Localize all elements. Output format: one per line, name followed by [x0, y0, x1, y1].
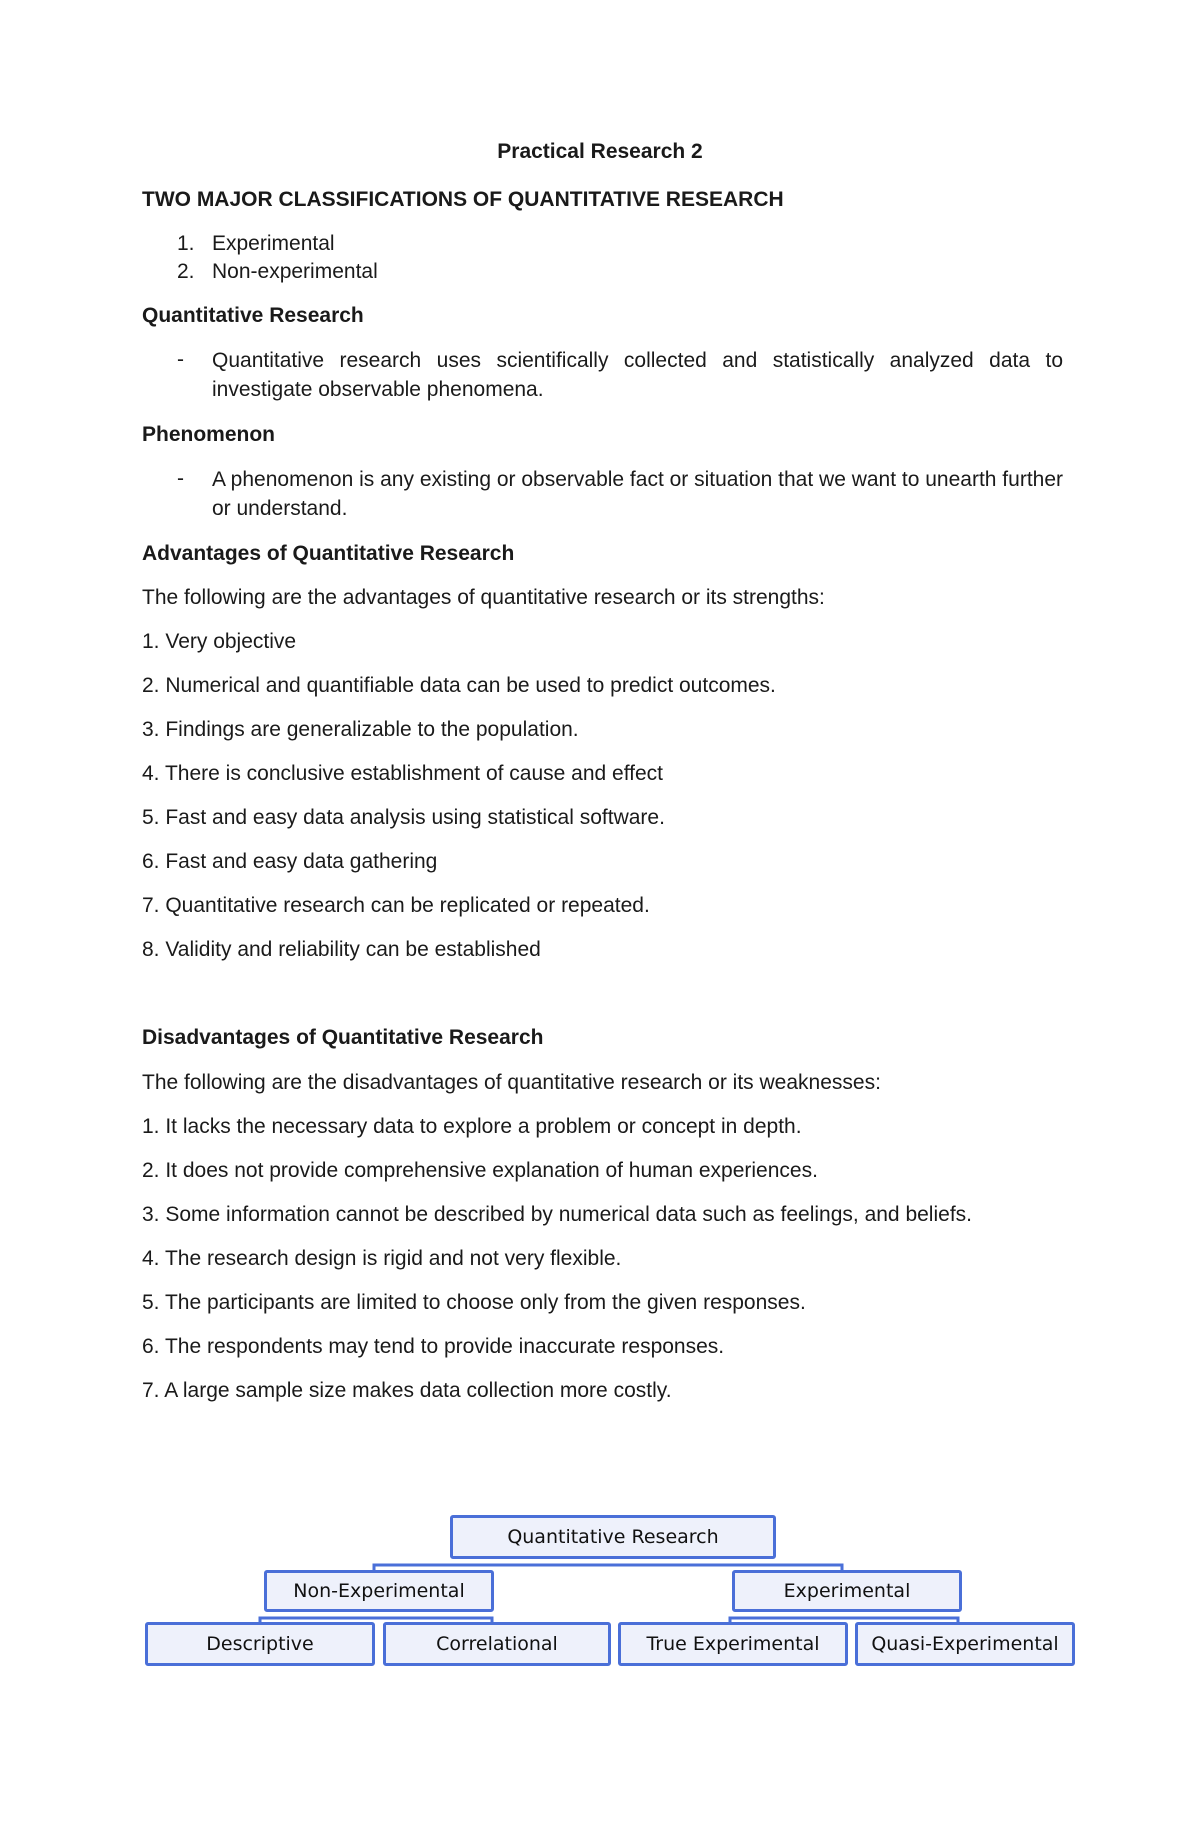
classifications-heading: TWO MAJOR CLASSIFICATIONS OF QUANTITATIVE RESEARCH [142, 188, 784, 211]
diagram-node-label: Descriptive [206, 1633, 314, 1655]
diagram-node-label: Experimental [783, 1580, 911, 1602]
advantages-heading: Advantages of Quantitative Research [142, 542, 515, 565]
page-title: Practical Research 2 [497, 140, 703, 163]
diagram-node-experimental [732, 1570, 962, 1612]
list-item: 1. It lacks the necessary data to explore a problem or concept in depth. [142, 1115, 802, 1138]
diagram-node-true-experimental [618, 1622, 848, 1666]
disadvantages-intro: The following are the disadvantages of quantitative research or its weaknesses: [142, 1071, 881, 1094]
advantages-intro: The following are the advantages of quantitative research or its strengths: [142, 586, 825, 609]
diagram-node-descriptive [145, 1622, 375, 1666]
list-item: 4. The research design is rigid and not very flexible. [142, 1247, 622, 1270]
diagram-node-label: True Experimental [646, 1633, 820, 1655]
list-number: 1. [177, 232, 195, 255]
list-item: 8. Validity and reliability can be established [142, 938, 541, 961]
list-item: 3. Findings are generalizable to the population. [142, 718, 579, 741]
quantitative-definition: Quantitative research uses scientifically collected and statistically analyzed data to investigate observable phenomena. [212, 349, 1063, 401]
list-item: 2. Numerical and quantifiable data can be used to predict outcomes. [142, 674, 776, 697]
bullet-dash: - [177, 467, 184, 490]
list-item: 7. Quantitative research can be replicated or repeated. [142, 894, 650, 917]
list-item: 1. Very objective [142, 630, 297, 653]
list-item: 5. The participants are limited to choose only from the given responses. [142, 1291, 806, 1314]
phenomenon-definition: A phenomenon is any existing or observable fact or situation that we want to unearth further or understand. [212, 468, 1064, 520]
list-item: 6. Fast and easy data gathering [142, 850, 438, 873]
list-number: 2. [177, 260, 195, 283]
phenomenon-heading: Phenomenon [142, 423, 276, 446]
diagram-node-label: Quasi-Experimental [871, 1633, 1059, 1655]
diagram-node-correlational [383, 1622, 611, 1666]
quantitative-heading: Quantitative Research [142, 304, 364, 327]
diagram-node-root [450, 1515, 776, 1559]
list-item: 3. Some information cannot be described by numerical data such as feelings, and beliefs. [142, 1203, 972, 1226]
diagram-node-label: Non-Experimental [293, 1580, 465, 1602]
diagram-node-quasi-experimental [855, 1622, 1075, 1666]
bullet-dash: - [177, 348, 184, 371]
list-text: Non-experimental [212, 260, 378, 283]
list-item: 4. There is conclusive establishment of cause and effect [142, 762, 664, 785]
list-item: 6. The respondents may tend to provide inaccurate responses. [142, 1335, 725, 1358]
diagram-node-label: Correlational [436, 1633, 558, 1655]
list-item: 2. It does not provide comprehensive explanation of human experiences. [142, 1159, 818, 1182]
disadvantages-heading: Disadvantages of Quantitative Research [142, 1026, 544, 1049]
list-item: 5. Fast and easy data analysis using statistical software. [142, 806, 665, 829]
diagram-node-label: Quantitative Research [507, 1526, 719, 1548]
list-text: Experimental [212, 232, 335, 255]
list-item: 7. A large sample size makes data collection more costly. [142, 1379, 672, 1402]
diagram-node-non-experimental [264, 1570, 494, 1612]
